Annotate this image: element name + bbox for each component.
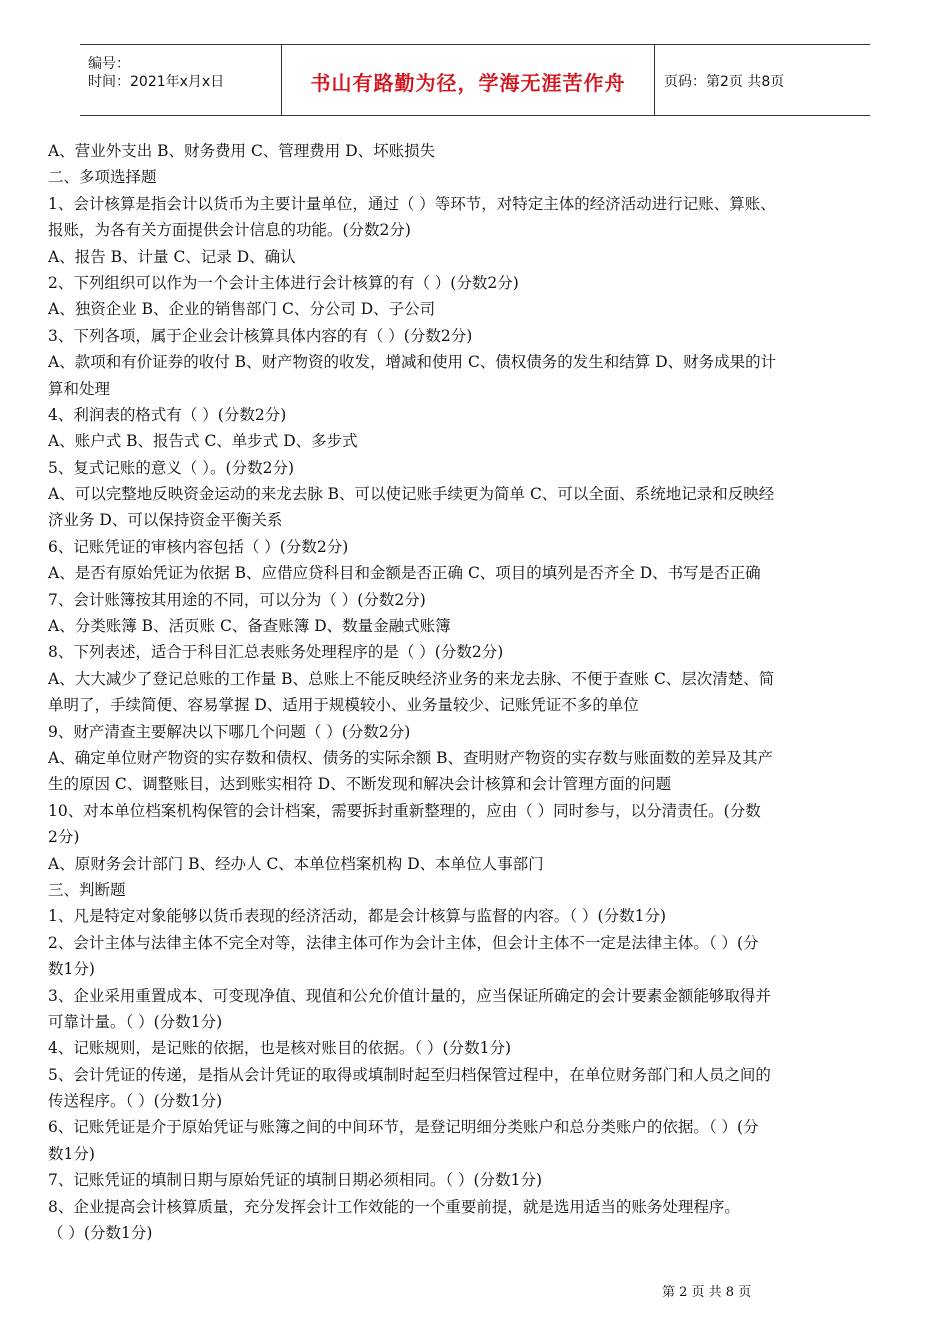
text-line: 2、下列组织可以作为一个会计主体进行会计核算的有（ ）(分数2分) xyxy=(48,273,519,292)
text-line: 9、财产清查主要解决以下哪几个问题（ ）(分数2分) xyxy=(48,722,411,741)
page-footer: 第 2 页 共 8 页 xyxy=(662,1285,752,1300)
text-line: A、确定单位财产物资的实存数和债权、债务的实际余额 B、查明财产物资的实存数与账面数的差异及其产 xyxy=(48,748,774,767)
text-line: （ ）(分数1分) xyxy=(48,1224,153,1243)
document-body xyxy=(48,138,914,1246)
page-label: 页码：第2页 共8页 xyxy=(664,74,785,90)
text-line: 4、利润表的格式有（ ）(分数2分) xyxy=(48,405,287,424)
header-slogan-cell xyxy=(281,45,655,115)
text-line: A、原财务会计部门 B、经办人 C、本单位档案机构 D、本单位人事部门 xyxy=(48,854,544,873)
serial-label: 编号： xyxy=(88,56,130,72)
text-line: 7、记账凭证的填制日期与原始凭证的填制日期必须相同。（ ）(分数1分) xyxy=(48,1171,542,1190)
text-line: A、可以完整地反映资金运动的来龙去脉 B、可以使记账手续更为简单 C、可以全面、系统地记录和反映经 xyxy=(48,485,775,504)
header-meta-cell xyxy=(80,45,280,115)
text-line: 二、多项选择题 xyxy=(48,168,157,187)
text-line: 数1分) xyxy=(48,960,95,979)
text-line: 4、记账规则，是记账的依据，也是核对账目的依据。（ ）(分数1分) xyxy=(48,1039,511,1058)
text-line: 1、凡是特定对象能够以货币表现的经济活动，都是会计核算与监督的内容。（ ）(分数1分) xyxy=(48,907,666,926)
text-line: 生的原因 C、调整账目，达到账实相符 D、不断发现和解决会计核算和会计管理方面的问题 xyxy=(48,775,672,794)
text-line: 8、企业提高会计核算质量，充分发挥会计工作效能的一个重要前提，就是选用适当的账务处理程序。 xyxy=(48,1197,740,1216)
slogan: 书山有路勤为径，学海无涯苦作舟 xyxy=(310,71,626,95)
text-line: 2、会计主体与法律主体不完全对等，法律主体可作为会计主体，但会计主体不一定是法律主体。（ ）(分 xyxy=(48,933,759,952)
text-line: 可靠计量。（ ）(分数1分) xyxy=(48,1012,223,1031)
text-line: 报账，为各有关方面提供会计信息的功能。(分数2分) xyxy=(48,221,411,240)
text-line: 3、下列各项，属于企业会计核算具体内容的有（ ）(分数2分) xyxy=(48,326,473,345)
text-line: A、款项和有价证券的收付 B、财产物资的收发，增减和使用 C、债权债务的发生和结算 D、财务成果的计 xyxy=(48,353,777,372)
time-label: 时间：2021年x月x日 xyxy=(88,74,225,90)
text-line: A、独资企业 B、企业的销售部门 C、分公司 D、子公司 xyxy=(48,300,436,319)
text-line: 传送程序。（ ）(分数1分) xyxy=(48,1092,223,1111)
text-line: A、分类账簿 B、活页账 C、备查账簿 D、数量金融式账簿 xyxy=(48,617,451,636)
text-line: 单明了，手续简便、容易掌握 D、适用于规模较小、业务量较少、记账凭证不多的单位 xyxy=(48,696,639,715)
text-line: A、营业外支出 B、财务费用 C、管理费用 D、坏账损失 xyxy=(48,142,436,160)
text-line: 5、复式记账的意义（ ）。(分数2分) xyxy=(48,458,294,477)
text-line: 10、对本单位档案机构保管的会计档案，需要拆封重新整理的，应由（ ）同时参与，以分清责任。(分数 xyxy=(48,801,761,820)
text-line: 济业务 D、可以保持资金平衡关系 xyxy=(48,511,283,530)
text-line: 3、企业采用重置成本、可变现净值、现值和公允价值计量的，应当保证所确定的会计要素金额能够取得并 xyxy=(48,986,771,1005)
header-page-cell xyxy=(654,45,870,115)
text-line: 8、下列表述，适合于科目汇总表账务处理程序的是（ ）(分数2分) xyxy=(48,643,504,662)
text-line: A、报告 B、计量 C、记录 D、确认 xyxy=(48,247,296,266)
text-line: 2分) xyxy=(48,828,80,847)
text-line: 算和处理 xyxy=(48,379,111,398)
text-line: A、大大减少了登记总账的工作量 B、总账上不能反映经济业务的来龙去脉、不便于查账 C、层次清楚、简 xyxy=(48,669,775,688)
text-line: 三、判断题 xyxy=(48,880,126,899)
text-line: 1、会计核算是指会计以货币为主要计量单位，通过（ ）等环节，对特定主体的经济活动进行记账、算账、 xyxy=(48,194,776,213)
text-line: 6、记账凭证的审核内容包括（ ）(分数2分) xyxy=(48,537,349,556)
page-header xyxy=(80,44,870,116)
text-line: A、账户式 B、报告式 C、单步式 D、多步式 xyxy=(48,432,358,451)
text-line: 6、记账凭证是介于原始凭证与账簿之间的中间环节，是登记明细分类账户和总分类账户的依据。（ ）(分 xyxy=(48,1118,759,1137)
text-line: A、是否有原始凭证为依据 B、应借应贷科目和金额是否正确 C、项目的填列是否齐全 D、书写是否正确 xyxy=(48,564,761,583)
text-line: 5、会计凭证的传递，是指从会计凭证的取得或填制时起至归档保管过程中，在单位财务部门和人员之间的 xyxy=(48,1065,771,1084)
text-line: 7、会计账簿按其用途的不同，可以分为（ ）(分数2分) xyxy=(48,590,426,609)
text-line: 数1分) xyxy=(48,1144,95,1163)
